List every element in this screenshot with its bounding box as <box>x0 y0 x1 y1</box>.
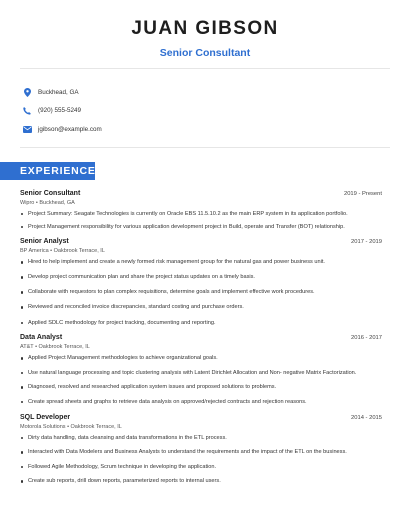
job-bullet: Dirty data handling, data cleansing and data transformations in the ETL process. <box>20 434 382 443</box>
envelope-icon <box>22 124 32 134</box>
contacts-divider <box>20 147 390 148</box>
job-dates: 2016 - 2017 <box>351 335 382 342</box>
phone-icon <box>22 106 32 116</box>
job-dates: 2017 - 2019 <box>351 239 382 246</box>
job-bullet: Applied SDLC methodology for project tracking, documenting and reporting. <box>20 319 382 328</box>
job-bullet: Interacted with Data Modelers and Business Analysts to understand the requirements and the impact of the ETL on the business. <box>20 448 382 457</box>
job-entry <box>20 189 382 231</box>
job-bullet: Project Management responsibility for various application development project in Build, operate and Transfer (BOT) relationship. <box>20 223 382 232</box>
email-text[interactable]: jgibson@example.com <box>38 125 102 133</box>
job-bullet: Use natural language processing and topic clustering analysis with Latent Dirichlet Allocation and Non- negative Matrix Factorization. <box>20 369 382 378</box>
job-bullets <box>20 354 382 406</box>
job-title: Senior Analyst <box>20 238 69 246</box>
job-bullet: Develop project communication plan and share the project status updates on a timely basis. <box>20 273 382 282</box>
job-bullet: Reviewed and reconciled invoice discrepancies, standard costing and purchase orders. <box>20 303 382 312</box>
job-dates: 2014 - 2015 <box>351 414 382 421</box>
job-bullets <box>20 258 382 327</box>
contact-phone <box>22 102 102 120</box>
location-pin-icon <box>22 87 32 97</box>
experience-section-title: EXPERIENCE <box>20 165 96 177</box>
job-title: SQL Developer <box>20 413 71 421</box>
job-company: BP America • Oakbrook Terrace, IL <box>20 248 105 255</box>
job-entry <box>20 413 382 486</box>
job-entry <box>20 333 382 406</box>
job-title: Senior Consultant <box>20 190 81 197</box>
job-entry <box>20 237 382 327</box>
job-bullet: Create sub reports, drill down reports, parameterized reports to internal users. <box>20 477 382 486</box>
job-bullets <box>20 434 382 486</box>
job-bullet: Hired to help implement and create a newly formed risk management group for the natural gas and power business unit. <box>20 258 382 267</box>
candidate-name: JUAN GIBSON <box>131 18 279 39</box>
job-bullet: Diagnosed, resolved and researched application system issues and proposed solutions to problems. <box>20 383 382 392</box>
experience-list <box>20 189 382 486</box>
phone-text[interactable]: (920) 555-5249 <box>38 107 82 114</box>
job-company: Motorola Solutions • Oakbrook Terrace, IL <box>20 423 122 430</box>
job-bullet: Create spread sheets and graphs to retrieve data analysis on approved/rejected contracts and rejection reasons. <box>20 398 382 407</box>
job-bullet: Project Summary: Seagate Technologies is currently on Oracle EBS 11.5.10.2 as the main ERP system in its application portfolio. <box>20 210 382 219</box>
contact-list <box>22 83 102 139</box>
contact-location <box>22 83 102 101</box>
location-text: Buckhead, GA <box>38 88 79 96</box>
job-bullet: Followed Agile Methodology, Scrum technique in developing the application. <box>20 463 382 472</box>
job-title: Data Analyst <box>20 334 63 342</box>
job-bullet: Applied Project Management methodologies to achieve organizational goals. <box>20 354 382 363</box>
header-divider <box>20 68 390 69</box>
resume-header <box>0 0 410 60</box>
job-bullets <box>20 210 382 231</box>
job-company: AT&T • Oakbrook Terrace, IL <box>20 344 90 351</box>
job-dates: 2019 - Present <box>343 191 382 197</box>
candidate-title: Senior Consultant <box>159 47 251 59</box>
contact-email <box>22 120 102 138</box>
job-company: Wipro • Buckhead, GA <box>20 200 75 206</box>
job-bullet: Collaborate with requestors to plan complex requisitions, determine goals and implement effective work procedures. <box>20 288 382 297</box>
